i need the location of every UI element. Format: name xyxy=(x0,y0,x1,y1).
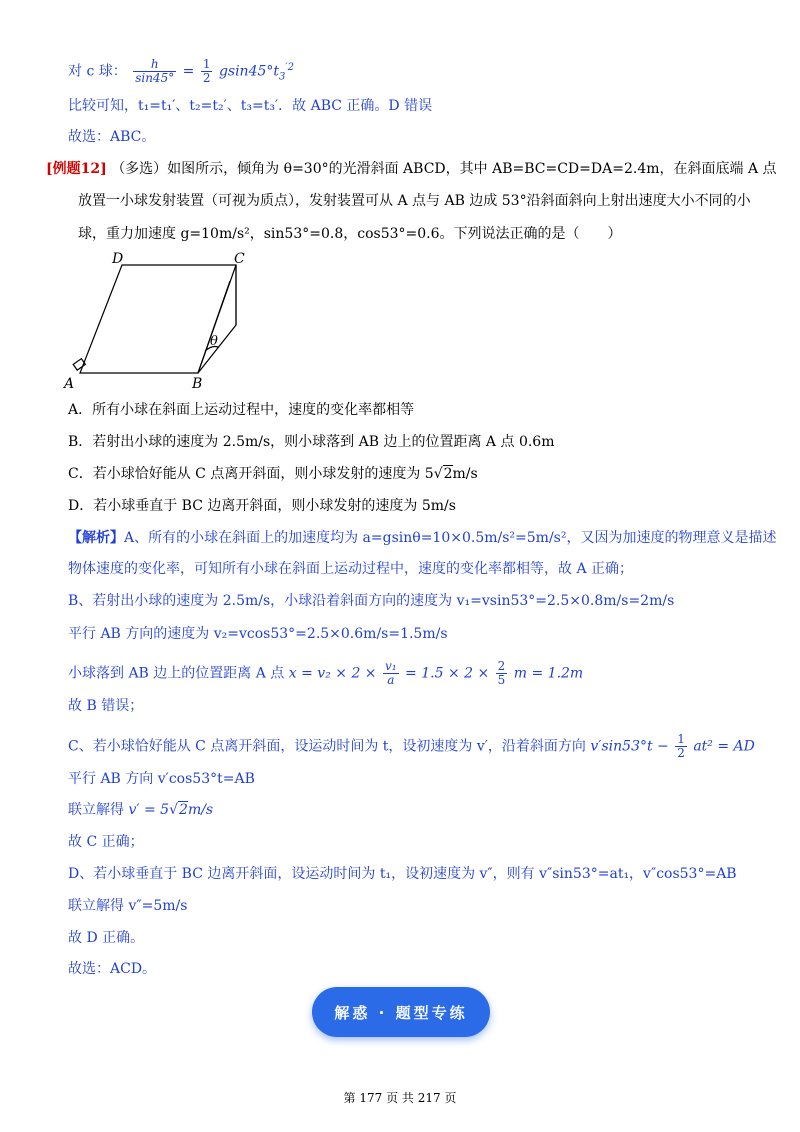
answer-acd: 故选：ACD。 xyxy=(68,961,157,977)
solution-tag: 【解析】 xyxy=(68,530,124,546)
option-a: A．所有小球在斜面上运动过程中，速度的变化率都相等 xyxy=(68,402,415,418)
label-a: A xyxy=(64,376,75,392)
solution-c-2: 平行 AB 方向 v′cos53°t=AB xyxy=(68,771,255,787)
example-line-1: [例题12] （多选）如图所示，倾角为 θ=30°的光滑斜面 ABCD，其中 AB=BC=CD=DA=2.4m，在斜面底端 A 点 xyxy=(46,161,777,177)
answer-abc: 故选：ABC。 xyxy=(68,129,156,145)
label-theta: θ xyxy=(210,334,218,349)
solution-d-2: 联立解得 v″=5m/s xyxy=(68,898,188,914)
solution-b-1: B、若射出小球的速度为 2.5m/s，小球沿着斜面方向的速度为 v₁=vsin53°=2.5×0.8m/s=2m/s xyxy=(68,593,675,609)
example-tag: [例题12] xyxy=(46,161,107,177)
option-d: D．若小球垂直于 BC 边离开斜面，则小球发射的速度为 5m/s xyxy=(68,498,456,514)
solution-b-4: 故 B 错误； xyxy=(68,698,144,714)
solution-b-2: 平行 AB 方向的速度为 v₂=vcos53°=2.5×0.6m/s=1.5m/s xyxy=(68,626,448,642)
page-footer: 第 177 页 共 217 页 xyxy=(343,1091,457,1105)
solution-c-1: C、若小球恰好能从 C 点离开斜面，设运动时间为 t，设初速度为 v′，沿着斜面方向 v′sin53°t − $\frac{1}{2}$ at² = AD xyxy=(68,732,755,760)
solution-b-3: 小球落到 AB 边上的位置距离 A 点 x = v₂ × 2 × $\frac{\text{v₁}}{a}$ = 1.5 × 2 × $\frac{2}{5}$ m = 1.2m xyxy=(68,659,584,687)
solution-a-1: 【解析】A、所有的小球在斜面上的加速度均为 a=gsinθ=10×0.5m/s²=5m/s²，又因为加速度的物理意义是描述 xyxy=(68,530,777,546)
c-ball-line: 对 c 球： $\frac{h}{\sin 45^\circ}$ = $\frac{1}{2}$ $gsin45^\circ t_3^{'2}$ xyxy=(68,57,295,86)
option-c: C．若小球恰好能从 C 点离开斜面，则小球发射的速度为 5√2m/s xyxy=(68,466,478,482)
solution-a-2: 物体速度的变化率，可知所有小球在斜面上运动过程中，速度的变化率都相等，故 A 正确； xyxy=(68,561,634,577)
incline-figure xyxy=(0,245,800,395)
example-line-2: 放置一小球发射装置（可视为质点），发射装置可从 A 点与 AB 边成 53°沿斜面斜向上射出速度大小不同的小 xyxy=(78,193,751,209)
option-b: B．若射出小球的速度为 2.5m/s，则小球落到 AB 边上的位置距离 A 点 0.6m xyxy=(68,434,555,450)
side-edge xyxy=(198,281,230,373)
c-ball-fraction: $\frac{h}{\sin 45^\circ}$ xyxy=(135,57,175,86)
c-ball-half: $\frac{1}{2}$ xyxy=(202,57,211,86)
label-c: C xyxy=(234,251,245,267)
compare-line: 比较可知，t₁=t₁′、t₂=t₂′、t₃=t₃′．故 ABC 正确。D 错误 xyxy=(68,98,433,114)
label-b: B xyxy=(192,376,203,392)
solution-d-1: D、若小球垂直于 BC 边离开斜面，设运动时间为 t₁，设初速度为 v″，则有 v″sin53°=at₁，v″cos53°=AB xyxy=(68,866,737,882)
example-line-3: 球，重力加速度 g=10m/s²，sin53°=0.8，cos53°=0.6。下列说法正确的是（ ） xyxy=(78,226,622,242)
c-ball-rhs: gsin45°t xyxy=(218,63,280,80)
slope-abcd xyxy=(80,265,236,373)
solution-c-3: 联立解得 v′ = 5√2m/s xyxy=(68,802,214,818)
label-d: D xyxy=(112,251,124,267)
solution-d-3: 故 D 正确。 xyxy=(68,930,145,946)
solution-c-4: 故 C 正确； xyxy=(68,834,144,850)
practice-banner: 解惑 · 题型专练 xyxy=(312,987,490,1037)
c-ball-prefix: 对 c 球： xyxy=(68,63,127,80)
